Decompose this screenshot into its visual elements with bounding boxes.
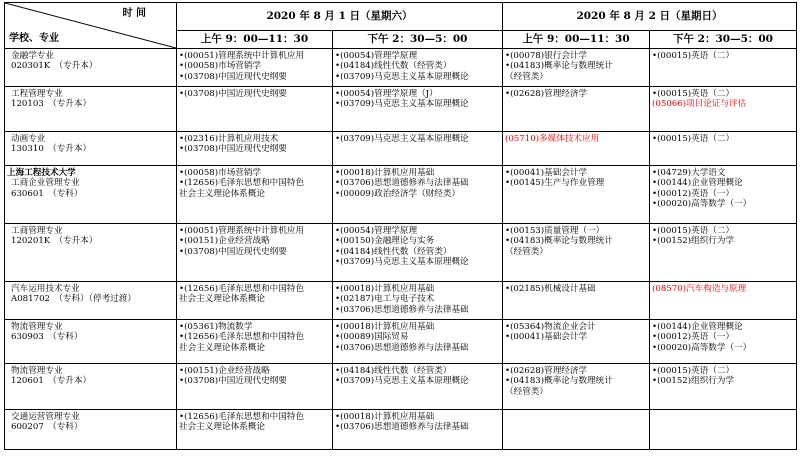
exam-slot-cell	[650, 49, 797, 87]
exam-slot-cell	[177, 132, 333, 166]
table-row	[5, 87, 797, 132]
major-name: 工商管理专业	[11, 226, 63, 236]
course-item: •(00089)国际贸易	[335, 332, 409, 343]
course-item: •(12656)毛泽东思想和中国特色	[179, 412, 305, 422]
header-school-label: 学校、专业	[9, 32, 59, 44]
course-item: •(03706)思想道德修养与法律基础	[335, 422, 469, 433]
course-item: •(00058)市场营销学	[179, 168, 262, 178]
slot-day2-pm: 下午 2：30—5：00	[650, 31, 797, 49]
course-item: •(05361)物流数学	[179, 322, 253, 332]
major-cell	[5, 132, 177, 166]
major-cell	[5, 410, 177, 450]
table-row	[5, 132, 797, 166]
exam-slot-cell	[333, 166, 503, 224]
course-item: •(00144)企业管理概论	[652, 178, 743, 189]
exam-slot-cell	[650, 132, 797, 166]
course-item: •(00009)政治经济学（财经类）	[335, 188, 461, 199]
course-item: •(03708)中国近现代史纲要	[179, 71, 287, 82]
exam-slot-cell	[333, 282, 503, 320]
school-name: 上海工程技术大学	[7, 168, 76, 178]
exam-slot-cell	[650, 87, 797, 132]
table-row	[5, 364, 797, 410]
exam-slot-cell	[177, 224, 333, 282]
course-item: •(00054)管理学原理	[335, 51, 418, 61]
course-item: •(03708)中国近现代史纲要	[179, 144, 287, 155]
course-item: •(00018)计算机应用基础	[335, 412, 435, 422]
course-item: •(03709)马克思主义基本原理概论	[335, 134, 469, 144]
header-corner	[5, 3, 177, 49]
exam-slot-cell	[333, 364, 503, 410]
exam-slot-cell	[650, 410, 797, 450]
course-item: •(00012)英语（一）	[652, 188, 735, 199]
exam-slot-cell	[177, 49, 333, 87]
course-item: •(02628)管理经济学	[505, 366, 588, 376]
major-cell	[5, 87, 177, 132]
course-item: •(00054)管理学原理（J）	[335, 89, 438, 99]
major-code: 020301K （专升本）	[11, 61, 98, 72]
course-item: •(00018)计算机应用基础	[335, 168, 435, 178]
course-item: •(04183)概率论与数理统计	[505, 236, 613, 247]
course-item: •(00015)英语（二）	[652, 89, 735, 99]
exam-slot-cell	[177, 166, 333, 224]
course-item: (05710)多媒体技术应用	[505, 134, 600, 144]
course-item: •(00152)组织行为学	[652, 236, 735, 247]
major-name: 物流管理专业	[11, 366, 63, 376]
course-item: 社会主义理论体系概论	[179, 188, 265, 199]
course-item: •(00041)基础会计学	[505, 332, 588, 343]
exam-slot-cell	[177, 410, 333, 450]
major-cell	[5, 320, 177, 364]
exam-slot-cell	[503, 87, 650, 132]
course-item: •(04729)大学语文	[652, 168, 726, 178]
major-cell	[5, 49, 177, 87]
exam-slot-cell	[650, 320, 797, 364]
exam-slot-cell	[503, 282, 650, 320]
course-item: •(03708)中国近现代史纲要	[179, 89, 287, 99]
exam-slot-cell	[333, 320, 503, 364]
exam-slot-cell	[650, 364, 797, 410]
course-item: •(00153)质量管理（一）	[505, 226, 605, 236]
major-cell	[5, 282, 177, 320]
exam-slot-cell	[503, 49, 650, 87]
exam-slot-cell	[333, 49, 503, 87]
major-code: A081702 （专科）（停考过渡）	[11, 294, 136, 305]
slot-day1-pm: 下午 2：30—5：00	[333, 31, 503, 49]
header-day2: 2020 年 8 月 2 日（星期日）	[503, 3, 797, 31]
course-item: •(03709)马克思主义基本原理概论	[335, 71, 469, 82]
table-row	[5, 49, 797, 87]
course-item: •(12656)毛泽东思想和中国特色	[179, 332, 305, 343]
table-row	[5, 282, 797, 320]
header-day1: 2020 年 8 月 1 日（星期六）	[177, 3, 503, 31]
course-item: •(00054)管理学原理	[335, 226, 418, 236]
course-item: •(00051)管理系统中计算机应用	[179, 226, 305, 236]
exam-slot-cell	[333, 132, 503, 166]
course-item: 社会主义理论体系概论	[179, 294, 265, 305]
course-item: •(02316)计算机应用技术	[179, 134, 279, 144]
course-item: (05066)项目论证与评估	[652, 99, 747, 110]
course-item: •(00151)企业经营战略	[179, 236, 270, 247]
major-code: 600207 （专科）	[11, 422, 83, 433]
exam-slot-cell	[503, 364, 650, 410]
course-item: 社会主义理论体系概论	[179, 422, 265, 433]
exam-slot-cell	[333, 87, 503, 132]
exam-slot-cell	[333, 224, 503, 282]
slot-day2-am: 上午 9：00—11：30	[503, 31, 650, 49]
course-item: •(02628)管理经济学	[505, 89, 588, 99]
course-item: •(00058)市场营销学	[179, 61, 262, 72]
major-name: 物流管理专业	[11, 322, 63, 332]
exam-slot-cell	[177, 87, 333, 132]
course-item: 社会主义理论体系概论	[179, 342, 265, 353]
major-name: 交通运营管理专业	[11, 412, 80, 422]
course-item: •(03706)思想道德修养与法律基础	[335, 342, 469, 353]
exam-slot-cell	[177, 364, 333, 410]
major-name: 汽车运用技术专业	[11, 284, 80, 294]
course-item: •(04183)概率论与数理统计	[505, 376, 613, 387]
course-item: •(03709)马克思主义基本原理概论	[335, 257, 469, 268]
course-item: •(00041)基础会计学	[505, 168, 588, 178]
course-item: •(04184)线性代数（经管类）	[335, 366, 452, 376]
major-code: 130310 （专升本）	[11, 144, 92, 155]
course-item: •(03708)中国近现代史纲要	[179, 376, 287, 387]
table-row	[5, 224, 797, 282]
exam-slot-cell	[503, 320, 650, 364]
major-cell	[5, 364, 177, 410]
course-item: •(04184)线性代数（经管类）	[335, 61, 452, 72]
course-item: •(00015)英语（二）	[652, 134, 735, 144]
course-item: (08570)汽车构造与原理	[652, 284, 747, 294]
exam-slot-cell	[177, 320, 333, 364]
table-row	[5, 410, 797, 450]
course-item: •(00018)计算机应用基础	[335, 322, 435, 332]
major-code: 120103 （专升本）	[11, 99, 92, 110]
course-item: •(00018)计算机应用基础	[335, 284, 435, 294]
course-item: •(03709)马克思主义基本原理概论	[335, 99, 469, 110]
course-item: •(12656)毛泽东思想和中国特色	[179, 284, 305, 294]
course-item: •(00145)生产与作业管理	[505, 178, 605, 189]
slot-day1-am: 上午 9：00—11：30	[177, 31, 333, 49]
course-item: •(04183)概率论与数理统计	[505, 61, 613, 72]
course-item: •(03706)思想道德修养与法律基础	[335, 304, 469, 315]
exam-slot-cell	[503, 410, 650, 450]
course-item: •(00151)企业经营战略	[179, 366, 270, 376]
course-item: •(00051)管理系统中计算机应用	[179, 51, 305, 61]
major-cell	[5, 224, 177, 282]
exam-slot-cell	[503, 224, 650, 282]
major-code: 120601 （专升本）	[11, 376, 92, 387]
course-item: •(00012)英语（一）	[652, 332, 735, 343]
course-item: •(00144)企业管理概论	[652, 322, 743, 332]
course-item: （经管类）	[505, 71, 548, 82]
exam-slot-cell	[650, 166, 797, 224]
table-row	[5, 320, 797, 364]
course-item: •(03709)马克思主义基本原理概论	[335, 376, 469, 387]
exam-slot-cell	[503, 166, 650, 224]
course-item: •(03708)中国近现代史纲要	[179, 246, 287, 257]
exam-slot-cell	[650, 224, 797, 282]
course-item: •(00152)组织行为学	[652, 376, 735, 387]
course-item: •(00015)英语（二）	[652, 226, 735, 236]
course-item: （经管类）	[505, 386, 548, 397]
exam-schedule-table	[4, 2, 797, 450]
exam-slot-cell	[177, 282, 333, 320]
course-item: •(00078)银行会计学	[505, 51, 588, 61]
course-item: •(00150)金融理论与实务	[335, 236, 435, 247]
course-item: •(00020)高等数学（一）	[652, 199, 752, 210]
major-code: 630903 （专科）	[11, 332, 83, 343]
course-item: •(00015)英语（二）	[652, 51, 735, 61]
major-name: 工商企业管理专业	[11, 178, 80, 189]
course-item: •(02187)电工与电子技术	[335, 294, 435, 305]
major-name: 动画专业	[11, 134, 46, 144]
major-cell	[5, 166, 177, 224]
major-name: 工程管理专业	[11, 89, 63, 99]
course-item: •(00015)英语（二）	[652, 366, 735, 376]
schedule-body	[5, 49, 797, 450]
course-item: •(12656)毛泽东思想和中国特色	[179, 178, 305, 189]
course-item: •(00020)高等数学（一）	[652, 342, 752, 353]
major-code: 120201K （专升本）	[11, 236, 98, 247]
exam-slot-cell	[650, 282, 797, 320]
course-item: •(02185)机械设计基础	[505, 284, 596, 294]
course-item: •(05364)物流企业会计	[505, 322, 596, 332]
course-item: •(04184)线性代数（经管类）	[335, 246, 452, 257]
course-item: •(03706)思想道德修养与法律基础	[335, 178, 469, 189]
major-name: 金融学专业	[11, 51, 54, 61]
major-code: 630601 （专科）	[11, 188, 83, 199]
header-time-label: 时 间	[122, 8, 146, 19]
exam-slot-cell	[333, 410, 503, 450]
course-item: （经管类）	[505, 246, 548, 257]
exam-slot-cell	[503, 132, 650, 166]
table-row	[5, 166, 797, 224]
